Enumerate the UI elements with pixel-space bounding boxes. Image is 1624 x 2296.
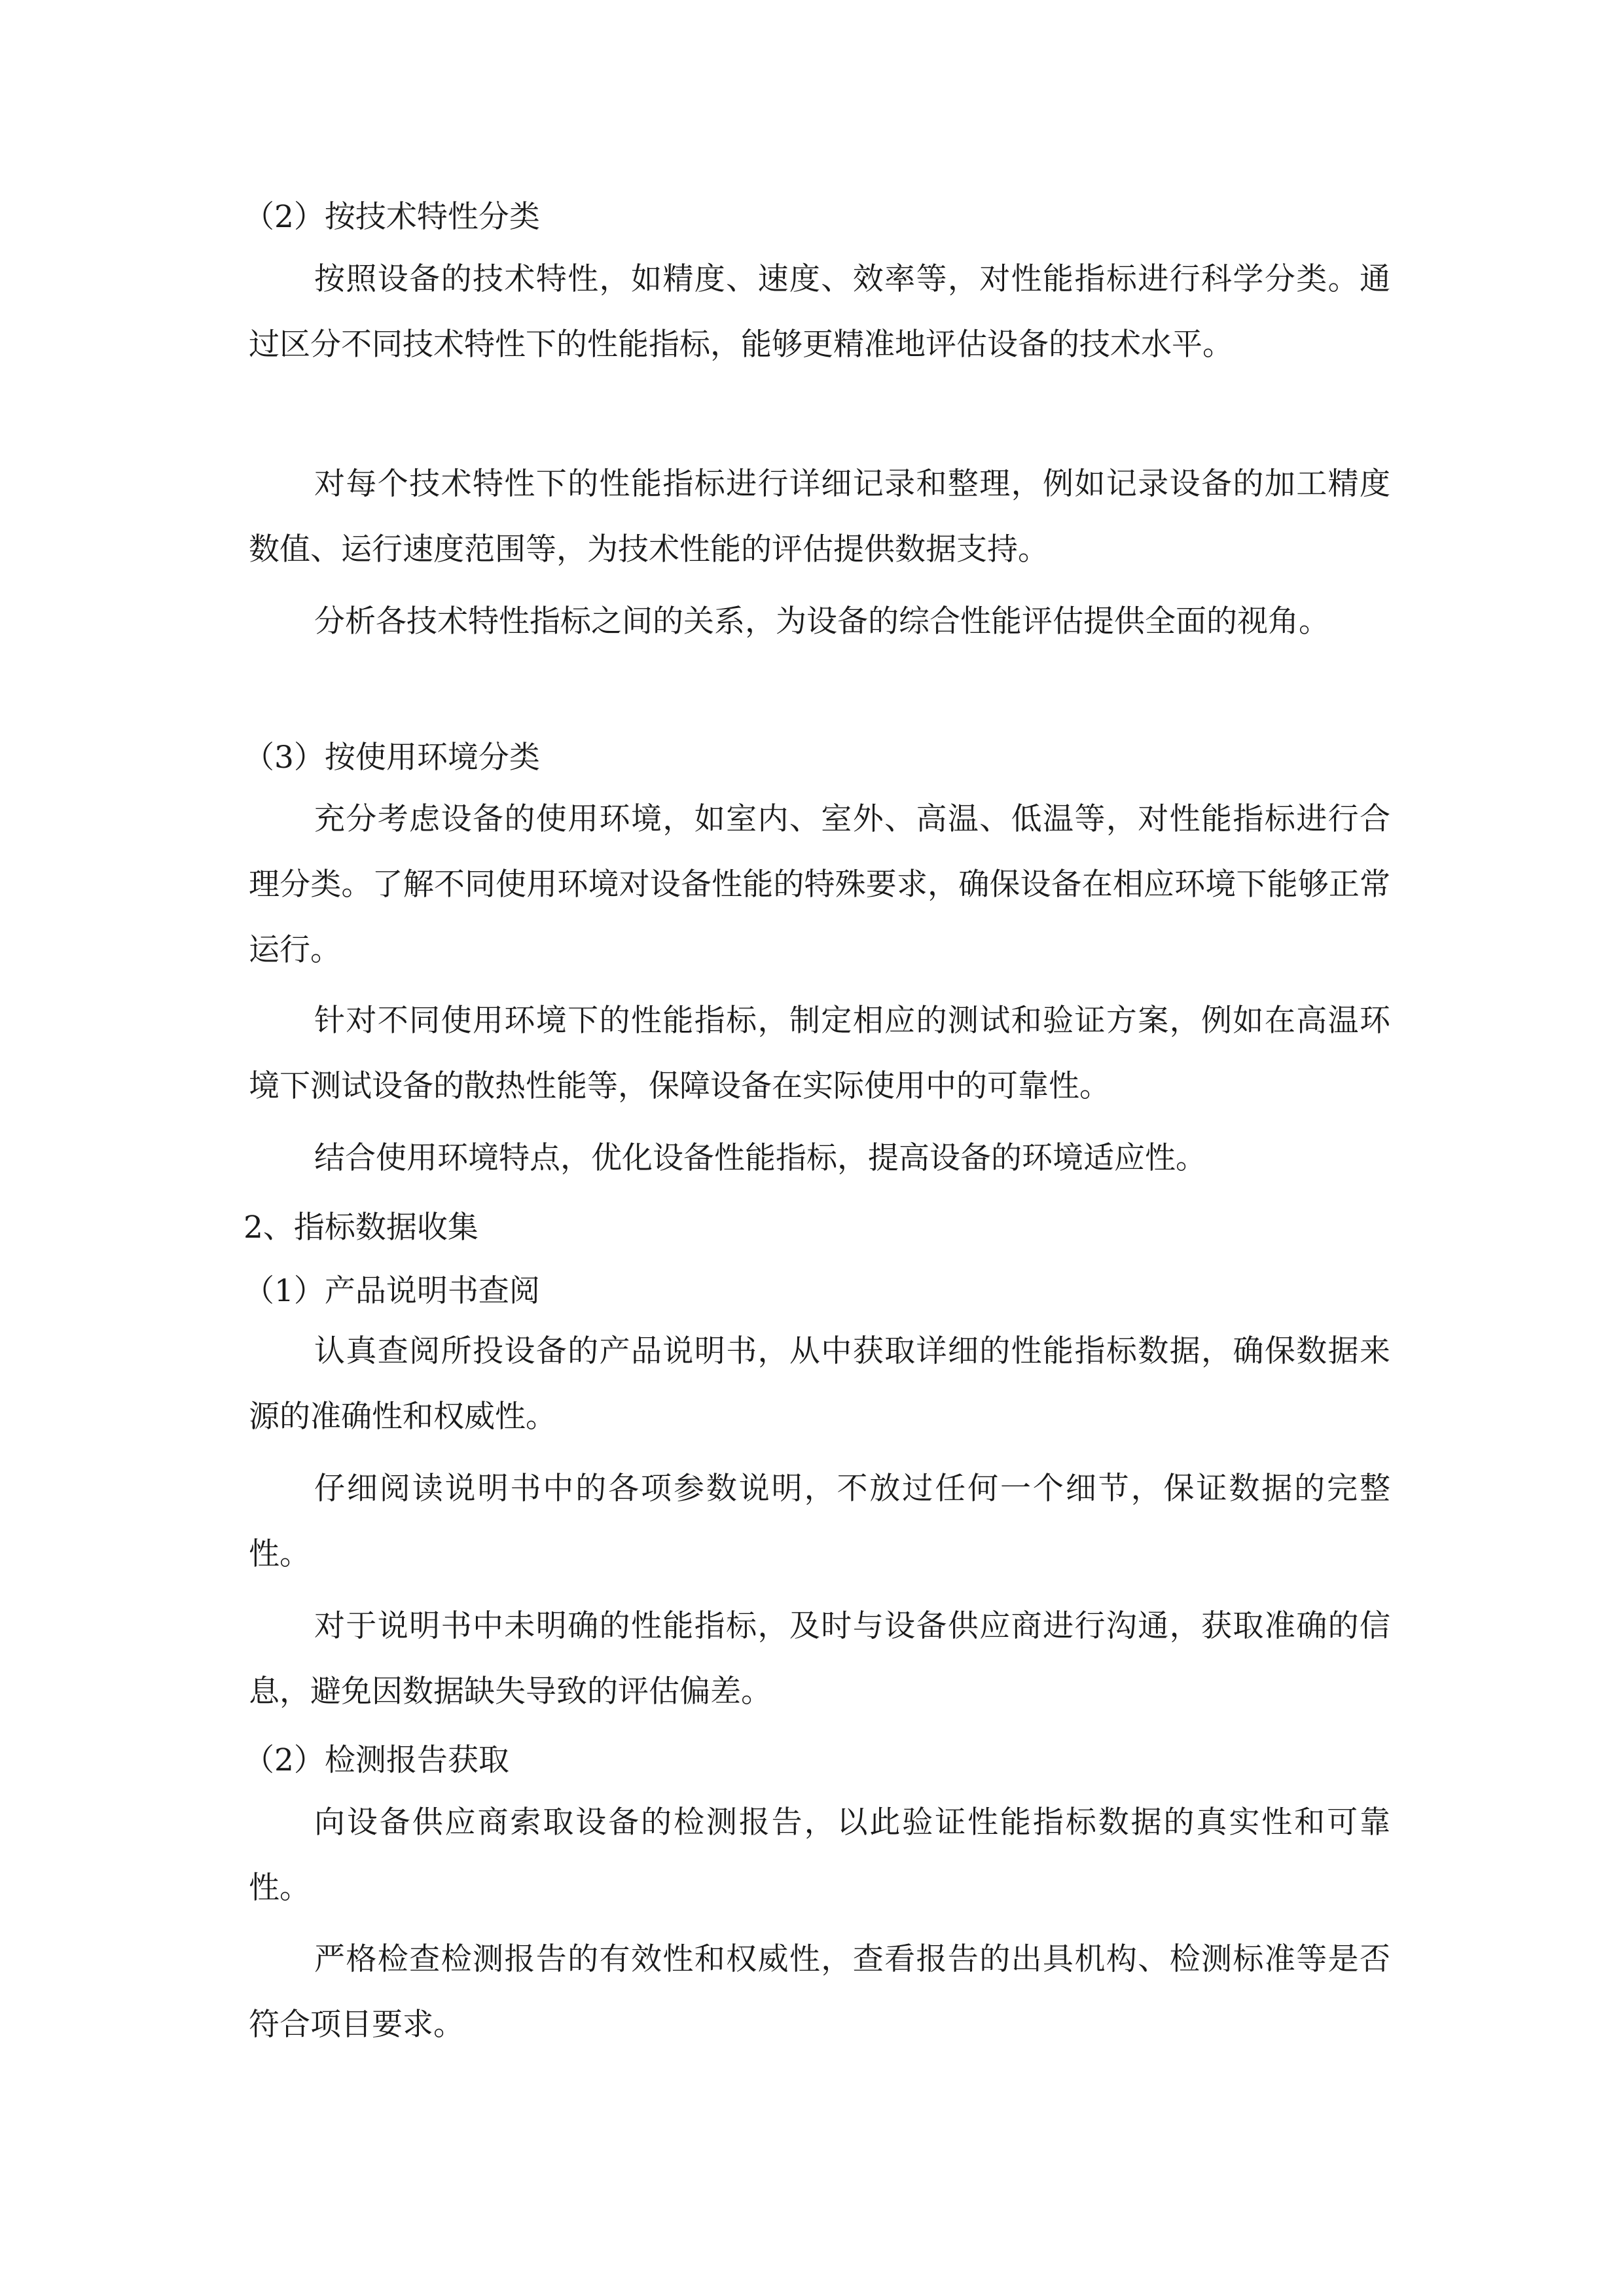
section-heading-environment: （3）按使用环境分类 — [244, 740, 540, 776]
paragraph: 仔细阅读说明书中的各项参数说明，不放过任何一个细节，保证数据的完整性。 — [249, 1471, 1390, 1572]
section-heading-manual: （1）产品说明书查阅 — [244, 1273, 540, 1309]
paragraph: 针对不同使用环境下的性能指标，制定相应的测试和验证方案，例如在高温环境下测试设备的散热性能等，保障设备在实际使用中的可靠性。 — [249, 1003, 1390, 1104]
paragraph: 充分考虑设备的使用环境，如室内、室外、高温、低温等，对性能指标进行合理分类。了解不同使用环境对设备性能的特殊要求，确保设备在相应环境下能够正常运行。 — [249, 801, 1390, 968]
paragraph: 对于说明书中未明确的性能指标，及时与设备供应商进行沟通，获取准确的信息，避免因数据缺失导致的评估偏差。 — [249, 1608, 1390, 1710]
section-heading-test-report: （2）检测报告获取 — [244, 1742, 509, 1778]
paragraph: 认真查阅所投设备的产品说明书，从中获取详细的性能指标数据，确保数据来源的准确性和权威性。 — [249, 1333, 1390, 1435]
paragraph: 按照设备的技术特性，如精度、速度、效率等，对性能指标进行科学分类。通过区分不同技术特性下的性能指标，能够更精准地评估设备的技术水平。 — [249, 261, 1390, 363]
section-heading-technical: （2）按技术特性分类 — [244, 199, 540, 235]
paragraph: 对每个技术特性下的性能指标进行详细记录和整理，例如记录设备的加工精度数值、运行速度范围等，为技术性能的评估提供数据支持。 — [249, 466, 1390, 567]
section-heading-data-collection: 2、指标数据收集 — [244, 1210, 478, 1246]
paragraph: 严格检查检测报告的有效性和权威性，查看报告的出具机构、检测标准等是否符合项目要求。 — [249, 1941, 1390, 2043]
paragraph: 结合使用环境特点，优化设备性能指标，提高设备的环境适应性。 — [314, 1140, 1206, 1176]
paragraph: 向设备供应商索取设备的检测报告，以此验证性能指标数据的真实性和可靠性。 — [249, 1804, 1390, 1906]
paragraph: 分析各技术特性指标之间的关系，为设备的综合性能评估提供全面的视角。 — [314, 603, 1329, 639]
